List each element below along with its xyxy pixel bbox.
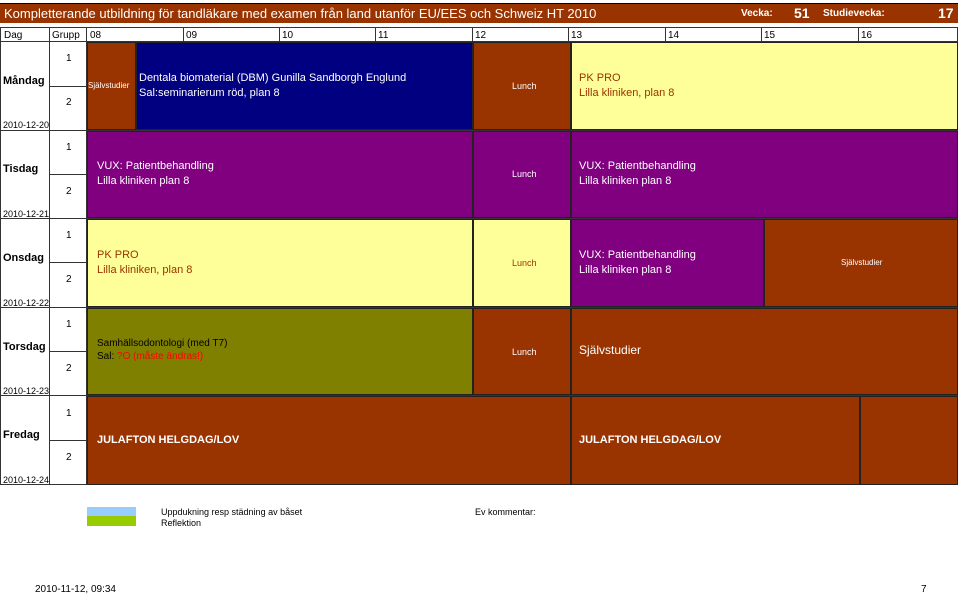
block-title: VUX: Patientbehandling [579,160,696,172]
col-header-grupp: Grupp [52,30,80,41]
room-warning: ?O (måste ändras!) [117,351,204,362]
comment-label: Ev kommentar: [475,507,536,517]
grid-line [49,174,87,175]
studyweek-value: 17 [938,5,954,21]
group-1: 1 [66,142,72,153]
hour-12: 12 [475,30,487,41]
friday-pm-holiday-block [571,396,860,485]
monday-selfstudy-block [87,42,136,130]
grid-line [472,27,473,41]
block-title: PK PRO [579,72,621,84]
hour-09: 09 [186,30,198,41]
grid-line [858,27,859,41]
hour-14: 14 [668,30,680,41]
block-room: Lilla kliniken, plan 8 [579,87,675,99]
group-2: 2 [66,452,72,463]
date-thursday: 2010-12-23 [3,386,50,396]
hour-16: 16 [861,30,873,41]
day-tuesday: Tisdag [3,163,39,175]
lunch-label: Lunch [512,81,537,91]
date-monday: 2010-12-20 [3,120,50,130]
group-2: 2 [66,186,72,197]
block-title: Dentala biomaterial (DBM) Gunilla Sandborgh Englund [139,72,407,84]
hour-15: 15 [764,30,776,41]
block-room: Lilla kliniken, plan 8 [97,264,193,276]
block-title: VUX: Patientbehandling [579,249,696,261]
legend-item-reflection: Reflektion [161,518,202,528]
date-friday: 2010-12-24 [3,475,50,485]
block-label: JULAFTON HELGDAG/LOV [97,434,240,446]
block-room [97,350,203,364]
tuesday-vux-am-block [87,131,473,218]
grid-line [183,27,184,41]
lunch-label: Lunch [512,258,537,268]
hour-11: 11 [378,30,389,41]
group-2: 2 [66,274,72,285]
col-header-dag: Dag [4,30,23,41]
group-1: 1 [66,408,72,419]
title-bar [0,3,958,23]
wednesday-vux-block [571,219,764,307]
day-friday: Fredag [3,429,40,441]
grid-line [761,27,762,41]
grid-line [49,440,87,441]
grid-line [49,351,87,352]
block-room: Lilla kliniken plan 8 [97,175,190,187]
block-label: Självstudier [88,81,130,90]
grid-line [279,27,280,41]
monday-pkpro-block [571,42,958,130]
studyweek-label: Studievecka: [823,8,885,19]
block-title: Samhällsodontologi (med T7) [97,338,228,349]
grid-line [375,27,376,41]
hour-08: 08 [90,30,102,41]
thursday-samhall-block [87,308,473,395]
thursday-lunch-block [473,308,571,395]
date-tuesday: 2010-12-21 [3,209,50,219]
block-room: Lilla kliniken plan 8 [579,175,672,187]
day-wednesday: Onsdag [3,252,44,264]
hour-13: 13 [571,30,583,41]
grid-line [568,27,569,41]
wednesday-selfstudy-block [764,219,958,307]
tuesday-vux-pm-block [571,131,958,218]
group-1: 1 [66,53,72,64]
day-thursday: Torsdag [3,341,46,353]
block-title: VUX: Patientbehandling [97,160,214,172]
block-room: Lilla kliniken plan 8 [579,264,672,276]
footer-page-number: 7 [921,584,927,595]
grid-line [49,27,50,485]
wednesday-pkpro-block [87,219,473,307]
grid-line [665,27,666,41]
friday-am-holiday-block [87,396,571,485]
legend-item-setup: Uppdukning resp städning av båset [161,507,303,517]
week-value: 51 [794,5,810,21]
wednesday-lunch-block [473,219,571,307]
week-label: Vecka: [741,8,773,19]
block-label: JULAFTON HELGDAG/LOV [579,434,722,446]
monday-lunch-block [473,42,571,130]
sheet-title: Kompletterande utbildning för tandläkare med examen från land utanför EU/EES och Schweiz HT 2010 [4,6,597,21]
hour-10: 10 [282,30,294,41]
block-label: Självstudier [579,343,642,357]
lunch-label: Lunch [512,347,537,357]
day-monday: Måndag [3,75,45,87]
group-2: 2 [66,363,72,374]
tuesday-lunch-block [473,131,571,218]
legend-swatch-blue [87,507,136,516]
group-1: 1 [66,230,72,241]
group-1: 1 [66,319,72,330]
date-wednesday: 2010-12-22 [3,298,50,308]
thursday-selfstudy-block [571,308,958,395]
friday-late-block [860,396,958,485]
grid-line [49,86,87,87]
room-prefix: Sal: [97,351,118,362]
block-title: PK PRO [97,249,139,261]
block-room: Sal:seminarierum röd, plan 8 [139,87,280,99]
group-2: 2 [66,97,72,108]
monday-dbm-block [136,42,473,130]
grid-line [49,262,87,263]
legend-swatch-green [87,516,136,526]
lunch-label: Lunch [512,169,537,179]
block-label: Självstudier [841,258,883,267]
footer-timestamp: 2010-11-12, 09:34 [35,584,116,595]
